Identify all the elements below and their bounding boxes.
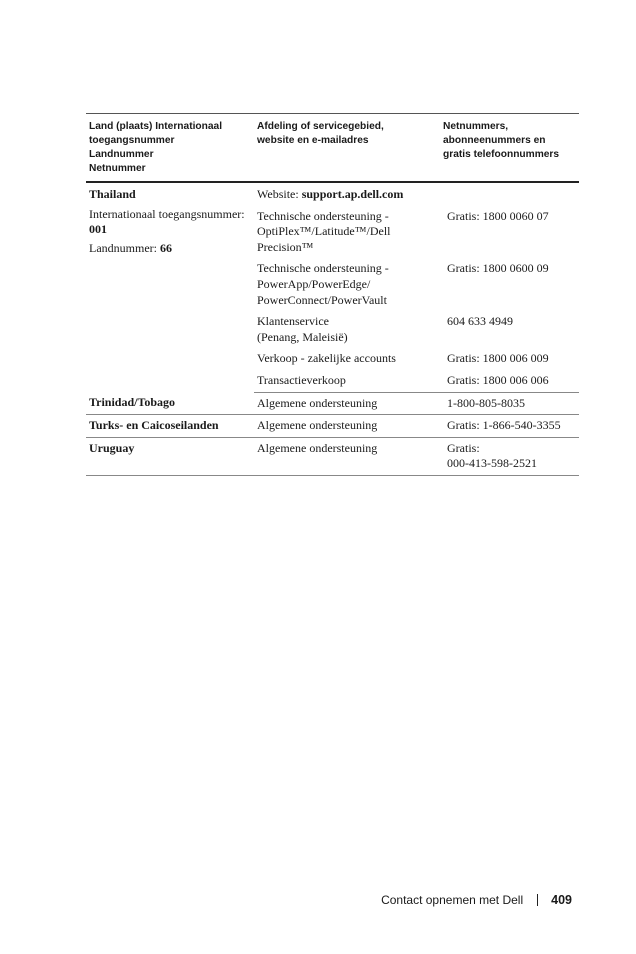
service-cell: Algemene ondersteuning: [254, 392, 440, 415]
table-header-row: [86, 114, 579, 183]
country-cell: [86, 415, 254, 438]
number-cell: 1-800-805-8035: [440, 392, 579, 415]
service-cell: Technische ondersteuning - PowerApp/PowerEdge/ PowerConnect/PowerVault: [257, 261, 389, 307]
header-numbers: Netnummers, abonneenummers en gratis telefoonnummers: [440, 114, 579, 183]
intl-access-code: Internationaal toegangsnummer: 001: [89, 206, 245, 237]
number-cell: Gratis: 1800 0060 07: [447, 208, 549, 223]
country-name: Trinidad/Tobago: [89, 395, 176, 410]
header-country: Land (plaats) Internationaal toegangsnummer Landnummer Netnummer: [86, 114, 254, 183]
number-cell: 604 633 4949: [447, 314, 513, 329]
table-row: [86, 415, 579, 438]
contact-table: [86, 113, 579, 476]
country-code: Landnummer: 66: [89, 240, 172, 255]
country-cell: [86, 182, 254, 392]
number-cell: Gratis: 1800 006 009: [447, 351, 549, 366]
service-cell: Verkoop - zakelijke accounts: [257, 351, 396, 366]
number-cell: Gratis: 000-413-598-2521: [440, 437, 579, 475]
number-cell: [440, 182, 579, 206]
service-cell: Algemene ondersteuning: [254, 437, 440, 475]
number-cell: Gratis: 1-866-540-3355: [440, 415, 579, 438]
service-cell: Transactieverkoop: [254, 370, 440, 392]
footer-title: Contact opnemen met Dell: [381, 893, 524, 907]
website-link[interactable]: support.ap.dell.com: [301, 187, 404, 201]
country-name: Thailand: [89, 187, 136, 201]
service-cell: Klantenservice (Penang, Maleisië): [257, 314, 348, 344]
country-name: Uruguay: [89, 440, 135, 455]
country-cell: [86, 437, 254, 475]
page-number: 409: [551, 893, 572, 907]
contact-table-wrapper: [86, 113, 579, 476]
header-service: Afdeling of servicegebied, website en e-mailadres: [254, 114, 440, 183]
website-cell: Website: support.ap.dell.com: [257, 187, 404, 201]
table-row: [86, 182, 579, 206]
number-cell: Gratis: 1800 006 006: [440, 370, 579, 392]
footer-divider: [537, 894, 538, 906]
country-cell: [86, 392, 254, 415]
service-cell: Technische ondersteuning - OptiPlex™/Latitude™/Dell Precision™: [257, 208, 391, 254]
page-footer: [381, 893, 572, 907]
service-cell: Algemene ondersteuning: [254, 415, 440, 438]
table-row: [86, 437, 579, 475]
table-row: [86, 392, 579, 415]
number-cell: Gratis: 1800 0600 09: [447, 261, 549, 276]
country-name: Turks- en Caicoseilanden: [89, 418, 219, 433]
